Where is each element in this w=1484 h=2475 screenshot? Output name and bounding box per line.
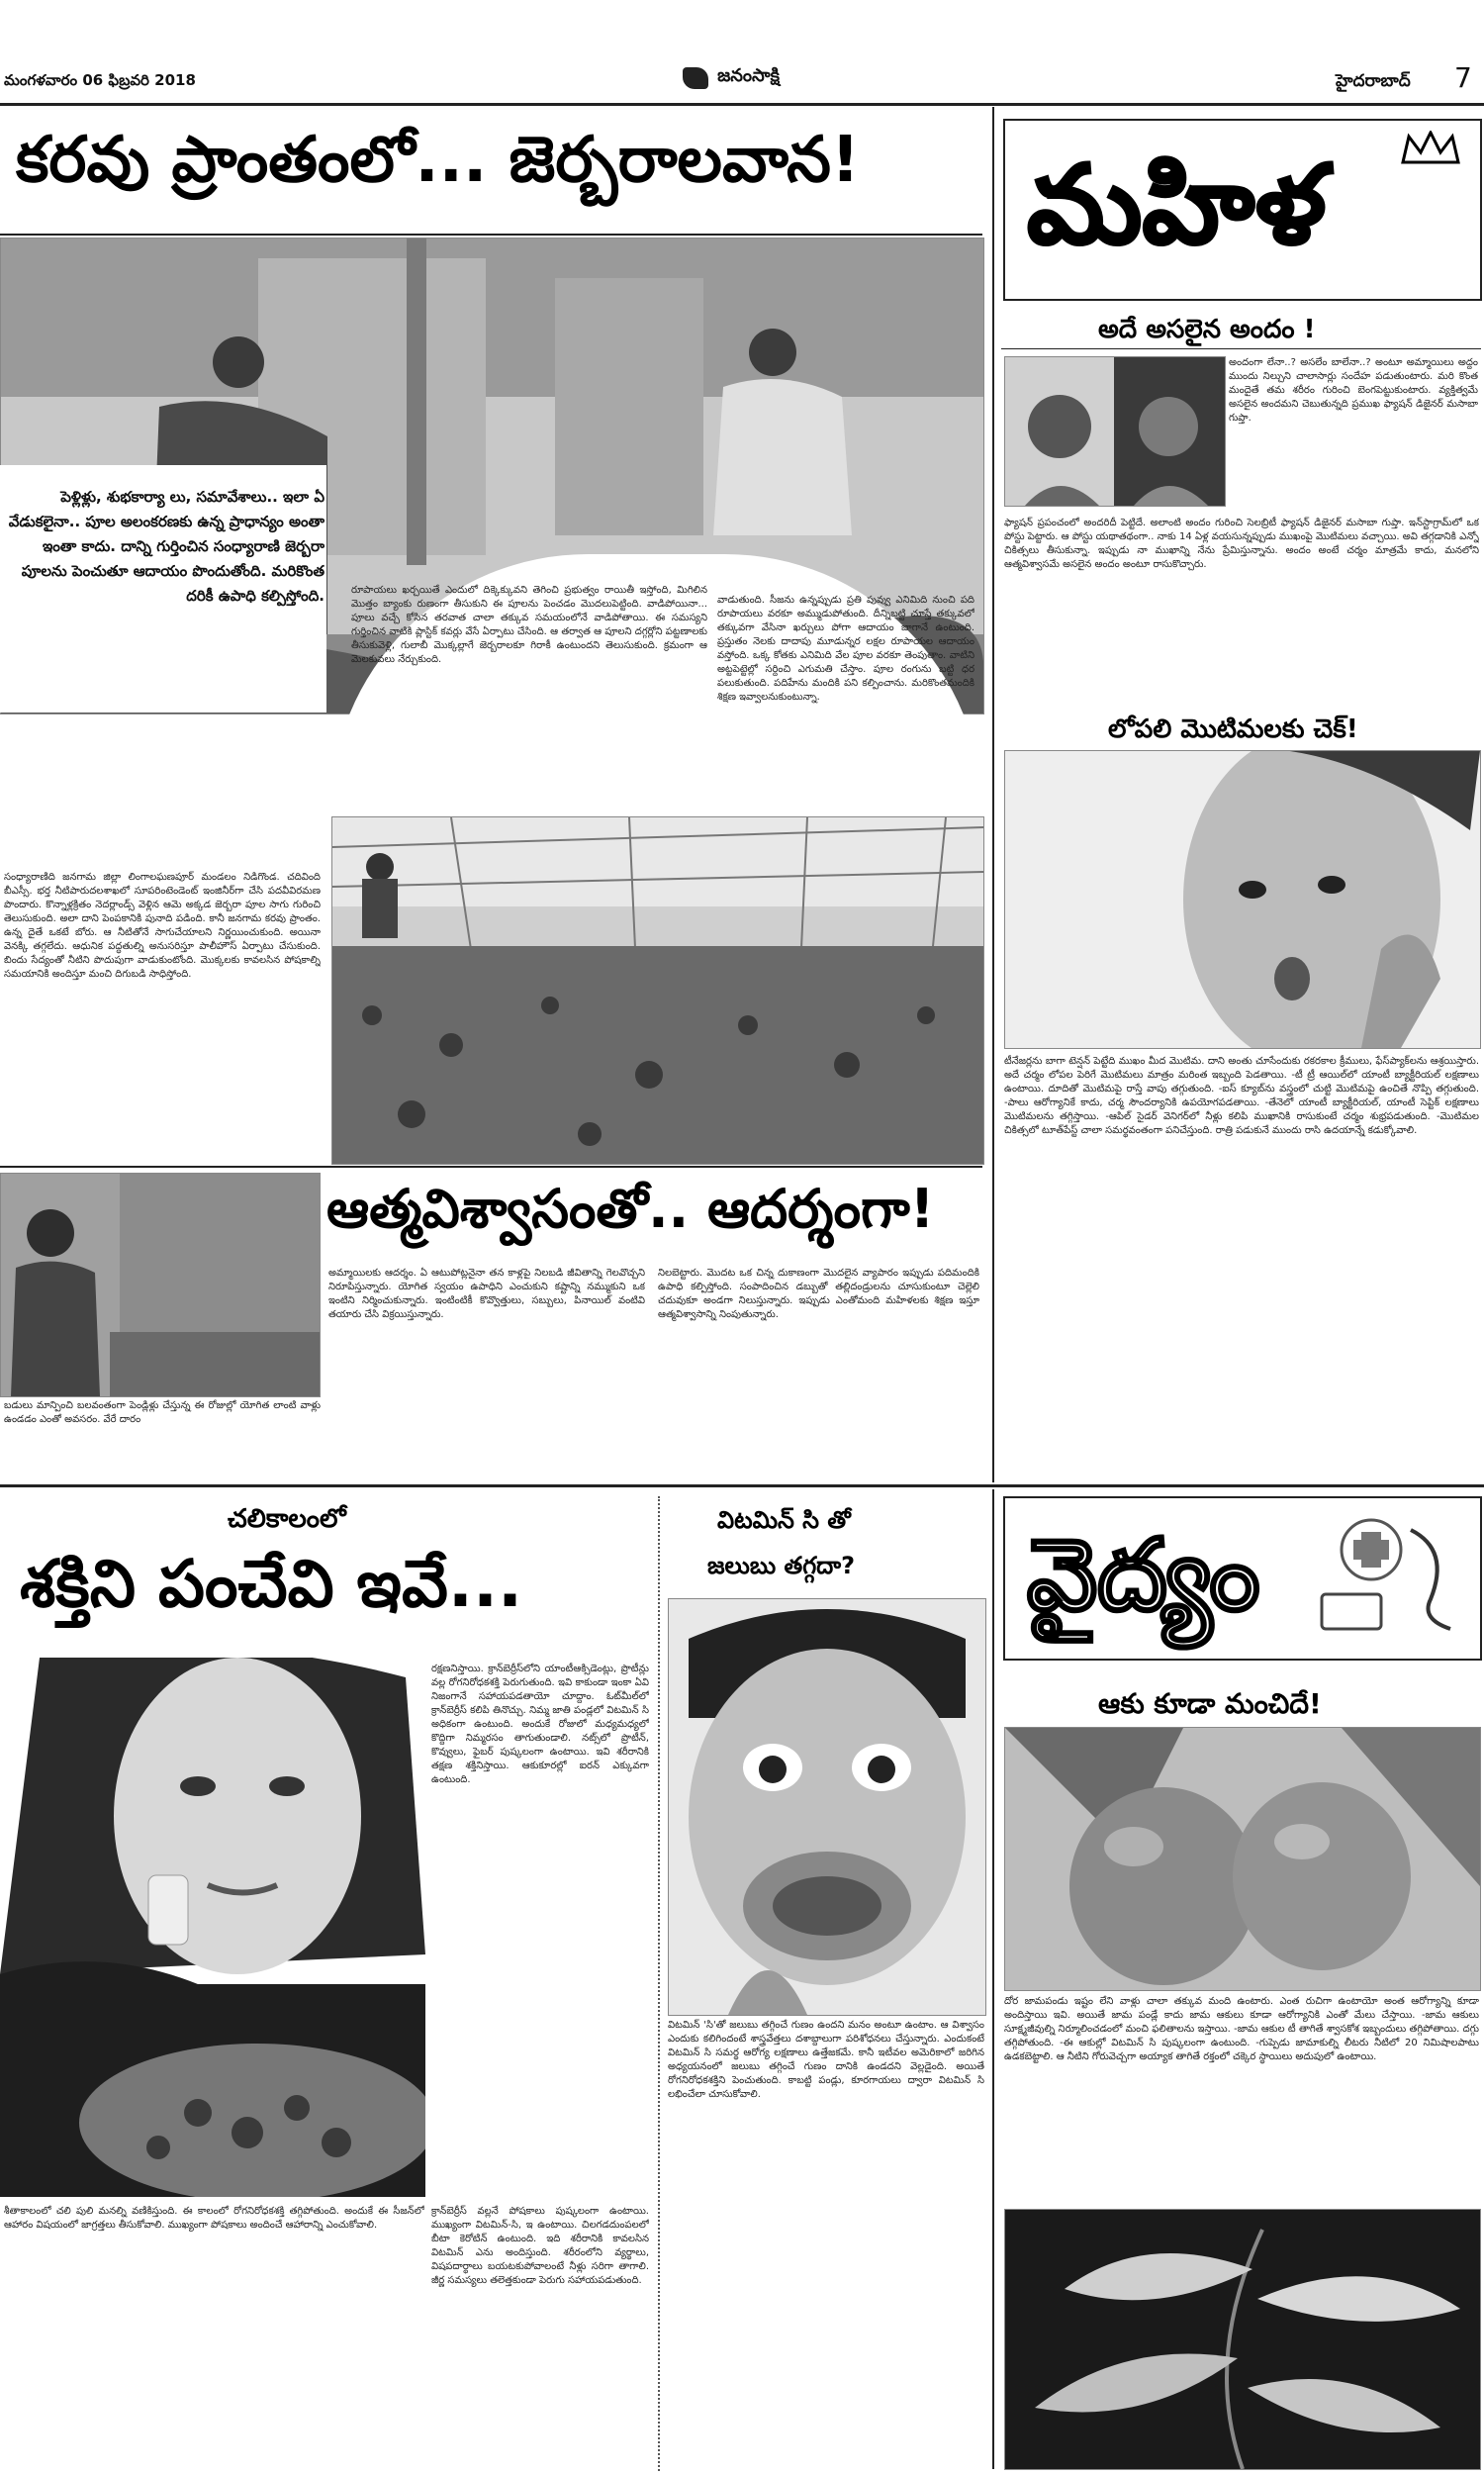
vitamin-headline-1: విటమిన్ సి తో (717, 1506, 851, 1534)
header-date: మంగళవారం 06 ఫిబ్రవరి 2018 (4, 71, 196, 89)
vitamin-photo (668, 1598, 986, 2016)
vitamin-headline-2: జలుబు తగ్గదా? (707, 1552, 856, 1579)
header-rule (0, 103, 1484, 106)
paper-logo-icon (683, 67, 708, 89)
beauty-headline: అదే అసలైన అందం ! (1098, 315, 1316, 344)
vaidyam-divider (992, 1489, 994, 2469)
confidence-col-b: నిలబెట్టారు. మొదట ఒక చిన్న దుకాణంగా మొదలైన వ్యాపారం ఇప్పుడు పదిమందికి ఉపాధి కల్పిస్తోంది. సంపాదించిన డబ్బుతో తల్లిదండ్రులను చూసుకుంటూ చెల్లెలి చదువుకూ అండగా నిలుస్తున్నారు. ఇప్పుడు ఎంతోమంది మహిళలకు శిక్షణ ఇస్తూ ఆత్మవిశ్వాసాన్ని నింపుతున్నారు. (658, 1268, 979, 1320)
paper-logo (683, 65, 780, 95)
beauty-side: అందంగా లేనా..? అసలేం బాలేనా..? అంటూ అమ్మాయిలు అద్దం ముందు నిల్చుని చాలాసార్లు సందేహ పడుతుంటారు. మరి కొంత మందైతే తమ శరీరం గురించి బెంగపెట్టుకుంటారు. వ్యక్తిత్వమే అసలైన అందమని చెబుతున్నది ప్రముఖ ఫ్యాషన్ డిజైనర్ మసాబా గుప్తా. (1229, 357, 1478, 424)
page-number: 7 (1454, 61, 1472, 94)
confidence-col-a: అమ్మాయిలకు ఆదర్శం. ఏ ఆటుపోట్లనైనా తన కాళ్లపై నిలబడి జీవితాన్ని గెలవొచ్చని నిరూపిస్తున్నారు. యోగిత స్వయం ఉపాధిని ఎంచుకుని కష్టాన్ని నమ్ముకుని ఒక ఇంటిని నిర్మించుకున్నారు. ఇంటింటికీ కొవ్వొత్తులు, సబ్బులు, పినాయిల్ వంటివి తయారు చేసి విక్రయిస్తున్నారు. (328, 1268, 645, 1320)
confidence-rule-top (0, 1166, 982, 1168)
beauty-rule (1001, 348, 1481, 349)
energy-col-b: క్రాన్‌బెర్రీస్ వల్లనే పోషకాలు పుష్కలంగా ఉంటాయి. ముఖ్యంగా విటమిన్-సి, ఇ ఉంటాయి. చిలగడదుంపలలో బీటా కెరోటిన్ ఉంటుంది. ఇది శరీరానికి కావలసిన విటమిన్ ఎను అందిస్తుంది. శరీరంలోని వ్యర్థాలు, విషపదార్థాలు బయటకుపోవాలంటే నీళ్లు సరిగా తాగాలి. జీర్ణ సమస్యలు తలెత్తకుండా పెరుగు సహాయపడుతుంది. (431, 2206, 649, 2286)
vitamin-body: విటమిన్ 'సి'తో జలుబు తగ్గించే గుణం ఉందని మనం అంటూ ఉంటాం. ఆ విశ్వాసం ఎందుకు కలిగిందంటే శాస్త్రవేత్తలు దశాబ్దాలుగా పరిశోధనలు చేస్తున్నారు. ఎందుకంటే విటమిన్ సి సమర్థ ఆరోగ్య లక్షణాలు ఉత్తేజకమే. కానీ ఇటీవల అమెరికాలో జరిగిన అధ్యయనంలో జలుబు తగ్గించే గుణం దానికి ఉండదని వెల్లడైంది. అయితే రోగనిరోధకశక్తిని పెంచుతుంది. కాబట్టి పండ్లు, కూరగాయలు ద్వారా విటమిన్ సి లభించేలా చూసుకోవాలి. (668, 2020, 984, 2100)
mahila-divider (992, 107, 994, 1482)
flowers-col-b: వాడుతుంది. సీజను ఉన్నప్పుడు ప్రతి పువ్వు ఎనిమిది నుంచి పది రూపాయలు వరకూ అమ్ముడుపోతుంది. దీన్నిబట్టి చూస్తే తక్కువలో తక్కువగా వేసినా ఖర్చులు పోగా ఆదాయం బాగానే ఉంటుంది. ప్రస్తుతం నెలకు దాదాపు మూడున్నర లక్షల రూపాయల ఆదాయం వస్తోంది. ఒక్క కోతకు ఎనిమిది వేల పూల వరకూ తెంపుతాం. వాటిని అట్టపెట్టెల్లో సర్దించి ఎగుమతి చేస్తాం. పూల రంగును బట్టి ధర పలుకుతుంది. పదిహేను మందికి పని కల్పించాను. మరికొంతమందికి శిక్షణ ఇవ్వాలనుకుంటున్నా. (717, 595, 974, 703)
energy-photo (0, 1658, 425, 2197)
page-header (0, 0, 1484, 107)
acne-headline: లోపలి మొటిమలకు చెక్! (1108, 714, 1358, 744)
acne-body: టీనేజర్లను బాగా టెన్షన్ పెట్టేది ముఖం మీద మొటిమ. దాని అంతు చూసేందుకు రకరకాల క్రీములు, ఫేస్‌ప్యాక్‌లను ఆశ్రయిస్తారు. అదే చర్మం లోపల పెరిగే మొటిమలు మాత్రం మరింత ఇబ్బంది పెడతాయి. -టీ ట్రీ ఆయిల్‌లో యాంటీ బ్యాక్టీరియల్ లక్షణాలు ఉంటాయి. దూదితో మొటిమపై రాస్తే వాపు తగ్గుతుంది. -ఐస్ క్యూబ్‌ను వస్త్రంలో చుట్టి మొటిమపై ఉంచితే నొప్పి తగ్గుతుంది. -పాలు ఆరోగ్యానికే కాదు, చర్మ సౌందర్యానికి ఉపయోగపడతాయి. -తేనెలో యాంటీ బ్యాక్టీరియల్, యాంటీ సెప్టిక్ లక్షణాలు మొటిమలను తగ్గిస్తాయి. -ఆపిల్ సైడర్ వెనిగర్‌లో నీళ్లు కలిపి ముఖానికి రాసుకుంటే చర్మం శుభ్రపడుతుంది. -మొటిమల చికిత్సలో టూత్‌పేస్ట్ చాలా సమర్థవంతంగా పనిచేస్తుంది. రాత్రి పడుకునే ముందు రాసి ఉదయాన్నే కడుక్కోవాలి. (1004, 1056, 1479, 1136)
vaidyam-headline: ఆకు కూడా మంచిదే! (1098, 1687, 1322, 1720)
flowers-col-a: రూపాయలు ఖర్చయితే ఎందులో దిక్కెక్కువని తెగించి ప్రభుత్వం రాయితీ ఇస్తోంది, మిగిలిన మొత్తం బ్యాంకు రుణంగా తీసుకుని ఈ పూలను పెంచడం మొదలుపెట్టింది. వాడిపోయినా... పూలు వచ్చే కోసిన తరవాత చాలా తక్కువ సమయంలోనే వాడిపోతాయి. ఈ సమస్యని గుర్తించిన వాటికి ప్లాస్టిక్ కవర్లు వేసే ఏర్పాటు చేసింది. ఆ తర్వాత ఆ పూలని దగ్గర్లోని పట్టణాలకు తీసుకువెళ్లి, గులాబీ మొక్కల్లాగే జెర్బరాలకూ గిరాకీ ఉంటుందని తెలుసుకుంది. క్రమంగా ఆ మెలకువలు నేర్చుకుంది. (351, 585, 707, 665)
mahila-masthead-box (1003, 119, 1482, 301)
energy-footer: శీతాకాలంలో చలి పులి మనల్ని వణికిస్తుంది. ఈ కాలంలో రోగనిరోధకశక్తి తగ్గిపోతుంది. అందుకే ఈ సీజన్‌లో ఆహారం విషయంలో జాగ్రత్తలు తీసుకోవాలి. ముఖ్యంగా పోషకాలు అందించే ఆహారాన్ని ఎంచుకోవాలి. (4, 2206, 424, 2231)
vaidyam-body: దోర జామపండు ఇష్టం లేని వాళ్లు చాలా తక్కువ మంది ఉంటారు. ఎంత రుచిగా ఉంటాయో అంత ఆరోగ్యాన్ని కూడా అందిస్తాయి ఇవి. అయితే జామ పండ్లే కాదు జామ ఆకులు కూడా ఆరోగ్యానికి ఎంతో మేలు చేస్తాయి. -జామ ఆకులు సూక్ష్మజీవుల్ని నిర్మూలించడంలో మంచి ఫలితాలను ఇస్తాయి. -జామ ఆకుల టీ తాగితే శ్వాసకోశ ఇబ్బందులు తగ్గిపోతాయి. దగ్గు తగ్గిపోతుంది. -ఈ ఆకుల్లో విటమిన్ సి పుష్కలంగా ఉంటుంది. -గుప్పెడు జామాకుల్ని లీటరు నీటిలో 20 నిమిషాలపాటు ఉడకబెట్టాలి. ఆ నీటిని గోరువెచ్చగా అయ్యాక తాగితే రక్తంలో చక్కెర స్థాయిలు అదుపులో ఉంటాయి. (1004, 1996, 1479, 2062)
vaidyam-masthead-box (1003, 1496, 1482, 1661)
beauty-body: ఫ్యాషన్ ప్రపంచంలో అందరిదీ పెట్టిదే. అలాంటి అందం గురించి సెలబ్రిటీ ఫ్యాషన్ డిజైనర్ మసాబా గుప్తా. ఇన్‌స్టాగ్రామ్‌లో ఒక పోస్టు పెట్టారు. ఆ పోస్టు యథాతథంగా.. నాకు 14 ఏళ్ల వయసున్నప్పుడు ముఖంపై మొటిమలు వచ్చాయి. అవి తగ్గడానికి ఎన్నో చికిత్సలు తీసుకున్నా. ఇప్పుడు నా ముఖాన్ని నేను ప్రేమిస్తున్నాను. అందం అంటే చర్మం మాత్రమే కాదు, మనలోని ఆత్మవిశ్వాసమే అసలైన అందం అంటూ రాసుకొచ్చారు. (1004, 518, 1479, 570)
paper-name: జనంసాక్షి (717, 65, 780, 86)
flowers-headline: కరవు ప్రాంతంలో... జెర్బరాలవాన! (16, 124, 861, 197)
flowers-rule (0, 234, 982, 236)
flowers-intro: పెళ్లిళ్లు, శుభకార్యా లు, సమావేశాలు.. ఇలా ఏ వేడుకలైనా.. పూల అలంకరణకు ఉన్న ప్రాధాన్యం అంతా ఇంతా కాదు. దాన్ని గుర్తించిన సంధ్యారాణి జెర్బరా పూలను పెంచుతూ ఆదాయం పొందుతోంది. మరికొంత దరికీ ఉపాధి కల్పిస్తోంది. (8, 488, 325, 605)
acne-photo (1004, 750, 1481, 1049)
energy-headline: శక్తిని పంచేవి ఇవే... (20, 1546, 523, 1622)
mahila-masthead: మహిళ (1027, 141, 1327, 268)
vaidyam-masthead: వైద్యం (1027, 1516, 1260, 1633)
energy-col-a: రక్షణనిస్తాయి. క్రాన్‌బెర్రీస్‌లోని యాంటీఆక్సిడెంట్లు, ప్రొటీన్లు వల్ల రోగనిరోధకశక్తి పెరుగుతుంది. ఇవి కాకుండా ఇంకా ఏవి నిజంగానే సహాయపడతాయో చూద్దాం. ఓట్‌మీల్‌లో క్రాన్‌బెర్రీస్ కలిపి తినొచ్చు. నిమ్మ జాతి పండ్లలో విటమిన్ సి అధికంగా ఉంటుంది. అందుకే రోజులో మధ్యమధ్యలో కొద్దిగా నిమ్మరసం తాగుతుండాలి. నట్స్‌లో ప్రొటీన్, కొవ్వులు, ఫైబర్ పుష్కలంగా ఉంటాయి. ఇవి శరీరానికి తక్షణ శక్తినిస్తాయి. ఆకుకూరల్లో ఐరన్ ఎక్కువగా ఉంటుంది. (431, 1664, 649, 1785)
vitamin-divider (658, 1496, 660, 2471)
beauty-photo (1004, 356, 1226, 507)
page-mid-rule (0, 1484, 1484, 1487)
medical-icons (1302, 1510, 1470, 1639)
confidence-footer: బడులు మాన్పించి బలవంతంగా పెండ్లిళ్లు చేస్తున్న ఈ రోజుల్లో యోగిత లాంటి వాళ్లు ఉండడం ఎంతో అవసరం. వేరే దారం (4, 1400, 321, 1425)
crown-icon (1401, 131, 1460, 164)
greenhouse-photo (331, 816, 984, 1165)
confidence-headline: ఆత్మవిశ్వాసంతో.. ఆదర్శంగా! (326, 1178, 935, 1240)
energy-kicker: చలికాలంలో (228, 1504, 346, 1534)
guava-leaves-photo (1004, 2209, 1481, 2470)
header-city: హైదరాబాద్ (1336, 71, 1411, 91)
confidence-photo (0, 1173, 321, 1397)
guava-photo (1004, 1727, 1481, 1991)
flowers-col-c: సంధ్యారాణిది జనగామ జిల్లా లింగాలఘణపూర్ మండలం నిడిగొండ. చదివింది బీఎస్సీ. భర్త నీటిపారుదలశాఖలో సూపరింటెండెంట్ ఇంజినీర్‌గా చేసి పదవీవిరమణ పొందారు. కొన్నాళ్లక్రితం నెదర్లాండ్స్ వెళ్లిన ఆమె అక్కడ జెర్బరా పూల సాగు గురించి తెలుసుకుంది. అలా దాని పెంపకానికి పునాది పడింది. కానీ జనగామ కరవు ప్రాంతం. ఉన్న దైతే ఒకటే బోరు. ఆ నీటితోనే సాగుచేయాలని నిర్ణయించుకుంది. అయినా వెనక్కి తగ్గలేదు. ఆధునిక పద్ధతుల్ని అనుసరిస్తూ పాలీహౌస్ ఏర్పాటు చేసుకుంది. బిందు సేద్యంతో నీటిని పొదుపుగా వాడుకుంటోంది. మొక్కలకు కావలసిన పోషకాల్ని సమయానికి అందిస్తూ మంచి దిగుబడి సాధిస్తోంది. (4, 872, 321, 980)
